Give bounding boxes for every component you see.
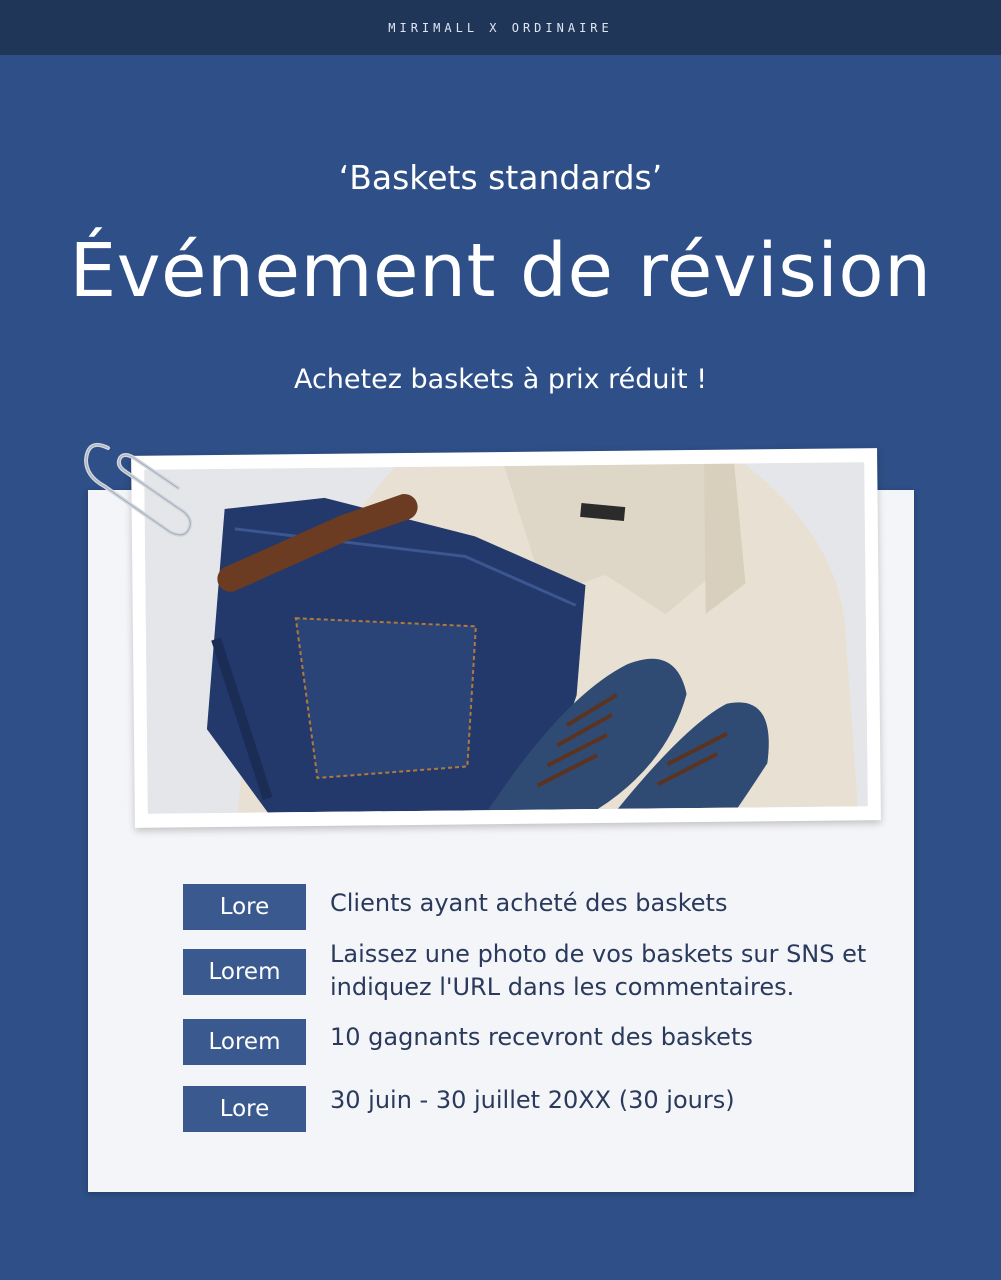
detail-row-winners [183, 1019, 890, 1065]
detail-tag: Lore [183, 884, 306, 930]
detail-text: 10 gagnants recevront des baskets [330, 1023, 753, 1051]
subtitle-quote: ‘Baskets standards’ [338, 158, 663, 197]
product-photo [144, 462, 868, 814]
top-bar [0, 0, 1001, 55]
detail-tag: Lorem [183, 1019, 306, 1065]
detail-text: 30 juin - 30 juillet 20XX (30 jours) [330, 1086, 735, 1114]
tagline: Achetez baskets à prix réduit ! [293, 364, 708, 395]
detail-row-method [183, 941, 890, 1004]
detail-tag: Lorem [183, 949, 306, 995]
photo-frame [131, 448, 881, 828]
paperclip-icon [78, 428, 198, 548]
page-title: Événement de révision [69, 228, 932, 314]
detail-text: Clients ayant acheté des baskets [330, 889, 728, 917]
brand-label: MIRIMALL X ORDINAIRE [388, 20, 613, 35]
detail-tag: Lore [183, 1086, 306, 1132]
detail-text: Laissez une photo de vos baskets sur SNS et indiquez l'URL dans les commentaires. [330, 940, 867, 1001]
detail-row-period [183, 1086, 890, 1132]
detail-row-eligibility [183, 884, 890, 930]
